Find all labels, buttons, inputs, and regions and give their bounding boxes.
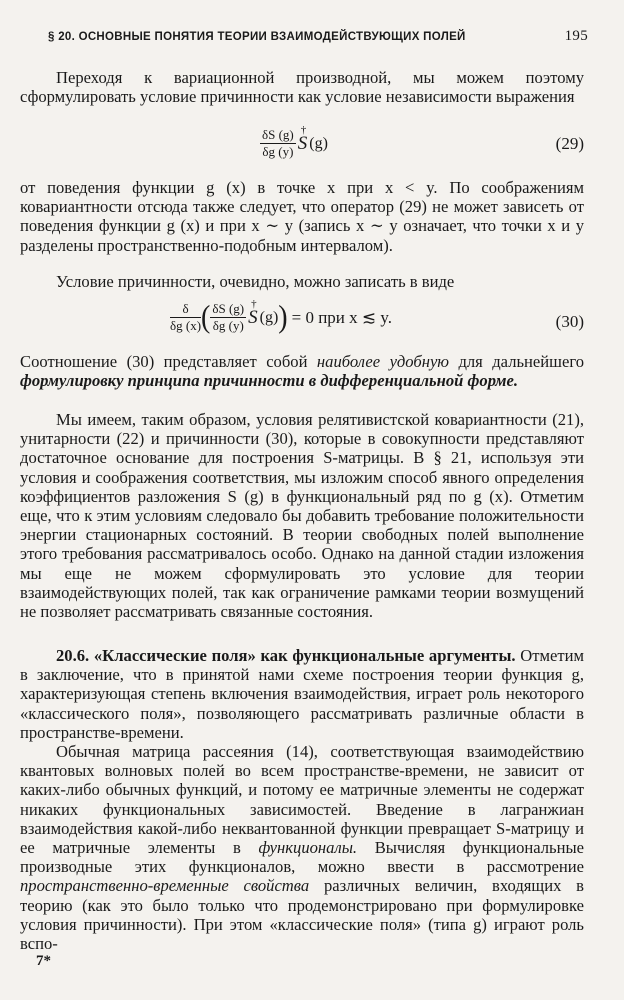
eq30-outer-fraction: $\frac{\delta}{\delta g (x)}$ [170,301,202,333]
signature-mark: 7* [36,953,51,969]
paragraph-7: Обычная матрица рассеяния (14), соответствующая взаимодействию квантовых волновых полей во всем пространстве-времени, не зависит от каких-либо обычных функций, и потому ее матричные элементы не содержат никаких функциональных зависимостей. Введение в лагранжиан взаимодействия какой-либо неквантованной функции превращает S-матрицу и ее матричные элементы в функционалы. Вычисляя функциональные производные этих функционалов, можно ввести в рассмотрение пространственно-временные свойства различных величин, входящих в теорию (как это было только что продемонстрировано при формулировке условия причинности). При этом «классические поля» (типа g) играют роль вспо- [20,742,585,954]
section-20-6: 20.6. «Классические поля» как функциональные аргументы. Отметим в заключение, что в принятой нами схеме построения теории функция g, характеризующая степень включения взаимодействия, играет роль некоторого «классического поля», позволяющего рассматривать различные области в пространстве-времени. [20,646,584,742]
eq30-s-dagger: S † [248,297,258,328]
section-heading: 20.6. «Классические поля» как функциональные аргументы. [56,646,516,665]
equation-29: $\frac{\delta S (g)}{\delta g (y)}$ S † (g) (29) [262,123,584,159]
running-header-title: § 20. ОСНОВНЫЕ ПОНЯТИЯ ТЕОРИИ ВЗАИМОДЕЙСТВУЮЩИХ ПОЛЕЙ [48,31,466,43]
eq29-fraction: $\frac{\delta S (g)}{\delta g (y)}$ [262,127,294,159]
paragraph-1: Переходя к вариационной производной, мы можем поэтому сформулировать условие причинности как условие независимости выражения [20,68,584,107]
running-header [48,28,588,48]
paragraph-5: Мы имеем, таким образом, условия релятивистской ковариантности (21), унитарности (22) и причинности (30), которые в совокупности представляют достаточное основание для построения S-матрицы. В § 21, используя эти условия и соображения соответствия, мы изложим способ явного определения коэффициентов разложения S (g) в функциональный ряд по g (x). Отметим еще, что к этим условиям следовало бы добавить требование положительности энергии стационарных состояний. В теории свободных полей выполнение этого требования рассматривалось особо. Однако на данной стадии изложения мы еще не можем сформулировать это условие для теории взаимодействующих полей, так как ограничение рамками теории возмущений не позволяет рассматривать связанные состояния. [20,410,584,622]
page-number: 195 [564,28,588,44]
paragraph-3: Условие причинности, очевидно, можно записать в виде [56,272,455,291]
equation-30: $\frac{\delta}{\delta g (x)}$ ( $\frac{\delta S (g)}{\delta g (y)}$ S † (g) ) = 0 при x ≲ y. (30) [170,297,584,335]
paragraph-4: Соотношение (30) представляет собой наиболее удобную для дальнейшего формулировку принципа причинности в дифференциальной форме. [20,352,585,391]
eq30-inner-fraction: $\frac{\delta S (g)}{\delta g (y)}$ [212,301,245,333]
paragraph-2: от поведения функции g (x) в точке x при x < y. По соображениям ковариантности отсюда также следует, что оператор (29) не может зависеть от поведения функции g (x) и при x ∼ y (запись x ∼ y означает, что точки x и y разделены пространственно-подобным интервалом). [20,178,584,255]
equation-30-label: (30) [555,312,584,331]
eq29-s-dagger: S † [297,123,308,154]
equation-29-label: (29) [555,134,584,153]
